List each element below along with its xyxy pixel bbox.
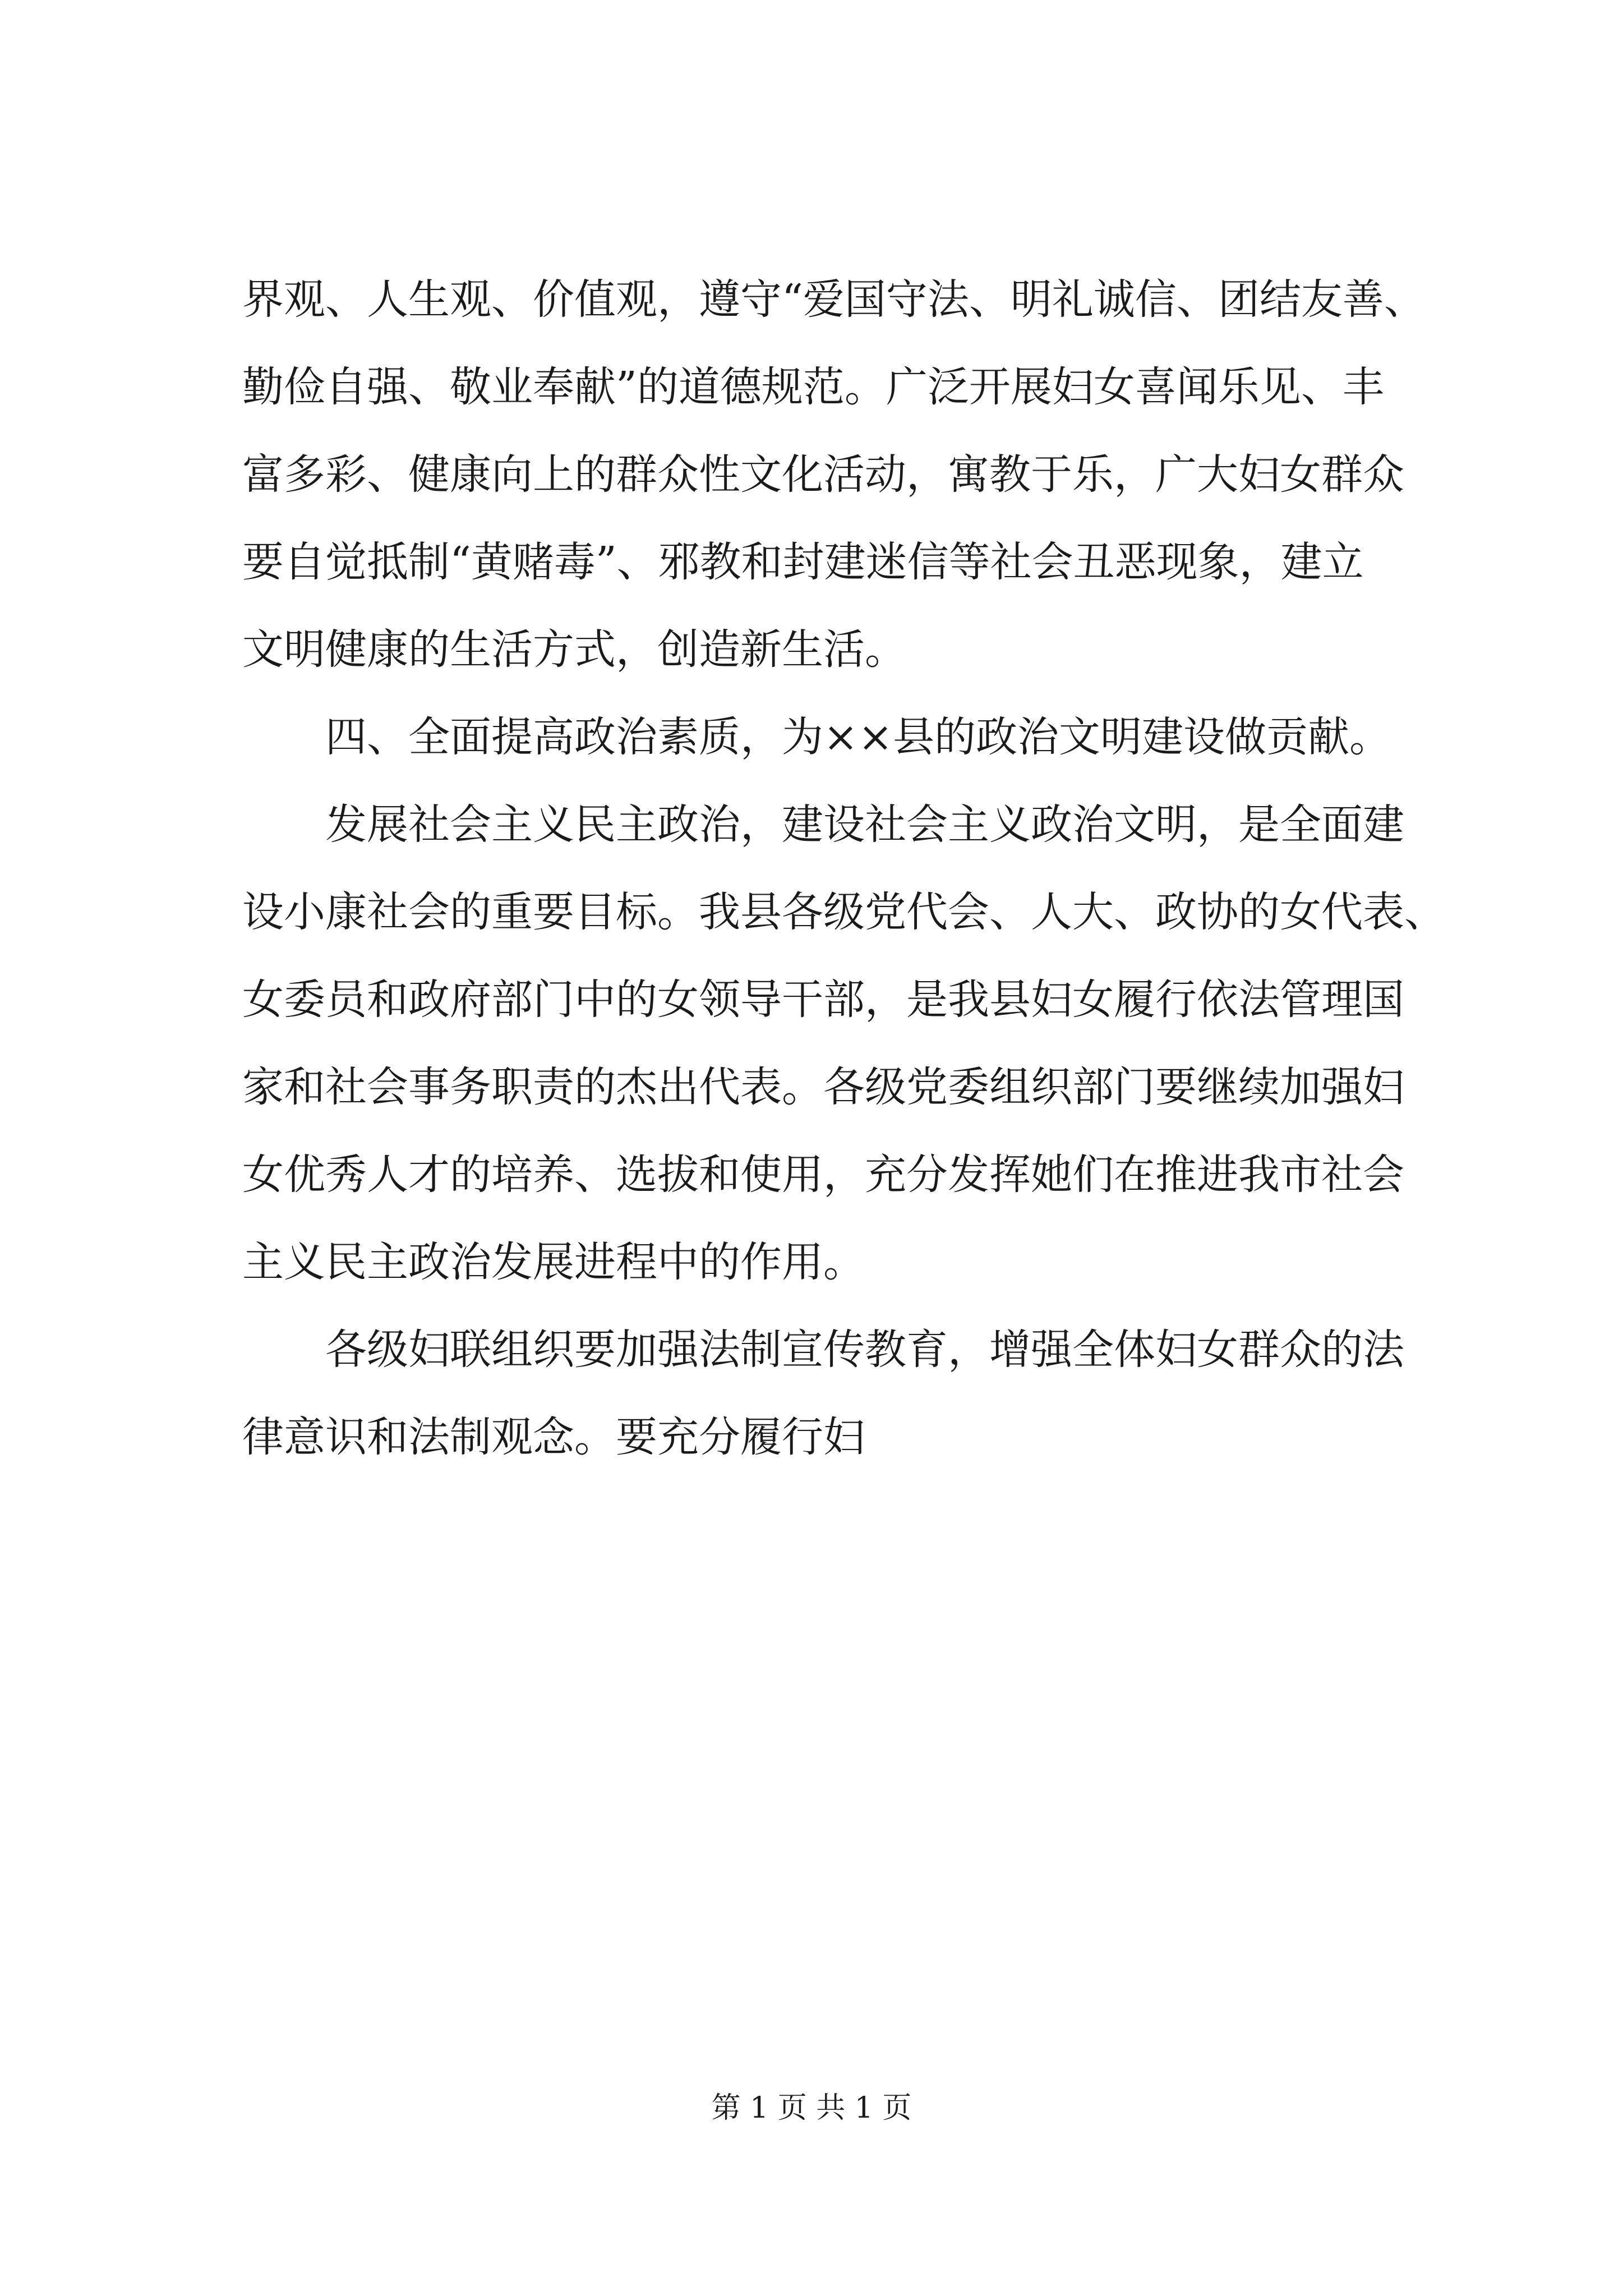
text-line: 各级妇联组织要加强法制宣传教育，增强全体妇女群众的法 (325, 1326, 1404, 1374)
document-body (242, 256, 1446, 1481)
text-line: 女委员和政府部门中的女领导干部，是我县妇女履行依法管理国 (242, 976, 1404, 1024)
text-line: 富多彩、健康向上的群众性文化活动，寓教于乐，广大妇女群众 (242, 450, 1404, 499)
text-line: 设小康社会的重要目标。我县各级党代会、人大、政协的女代表、 (242, 888, 1446, 936)
text-line: 四、全面提高政治素质，为××县的政治文明建设做贡献。 (325, 713, 1391, 761)
text-line: 律意识和法制观念。要充分履行妇 (242, 1413, 865, 1461)
text-line: 勤俭自强、敬业奉献”的道德规范。广泛开展妇女喜闻乐见、丰 (242, 363, 1384, 411)
page-footer: 第 1 页 共 1 页 (711, 2091, 912, 2125)
text-line: 女优秀人才的培养、选拔和使用，充分发挥她们在推进我市社会 (242, 1151, 1404, 1199)
text-line: 文明健康的生活方式，创造新生活。 (242, 625, 906, 674)
text-line: 家和社会事务职责的杰出代表。各级党委组织部门要继续加强妇 (242, 1063, 1404, 1111)
text-line: 要自觉抵制“黄赌毒”、邪教和封建迷信等社会丑恶现象，建立 (242, 538, 1364, 586)
text-line: 界观、人生观、价值观，遵守“爱国守法、明礼诚信、团结友善、 (242, 275, 1426, 324)
text-line: 发展社会主义民主政治，建设社会主义政治文明，是全面建 (325, 800, 1404, 849)
text-line: 主义民主政治发展进程中的作用。 (242, 1238, 865, 1286)
